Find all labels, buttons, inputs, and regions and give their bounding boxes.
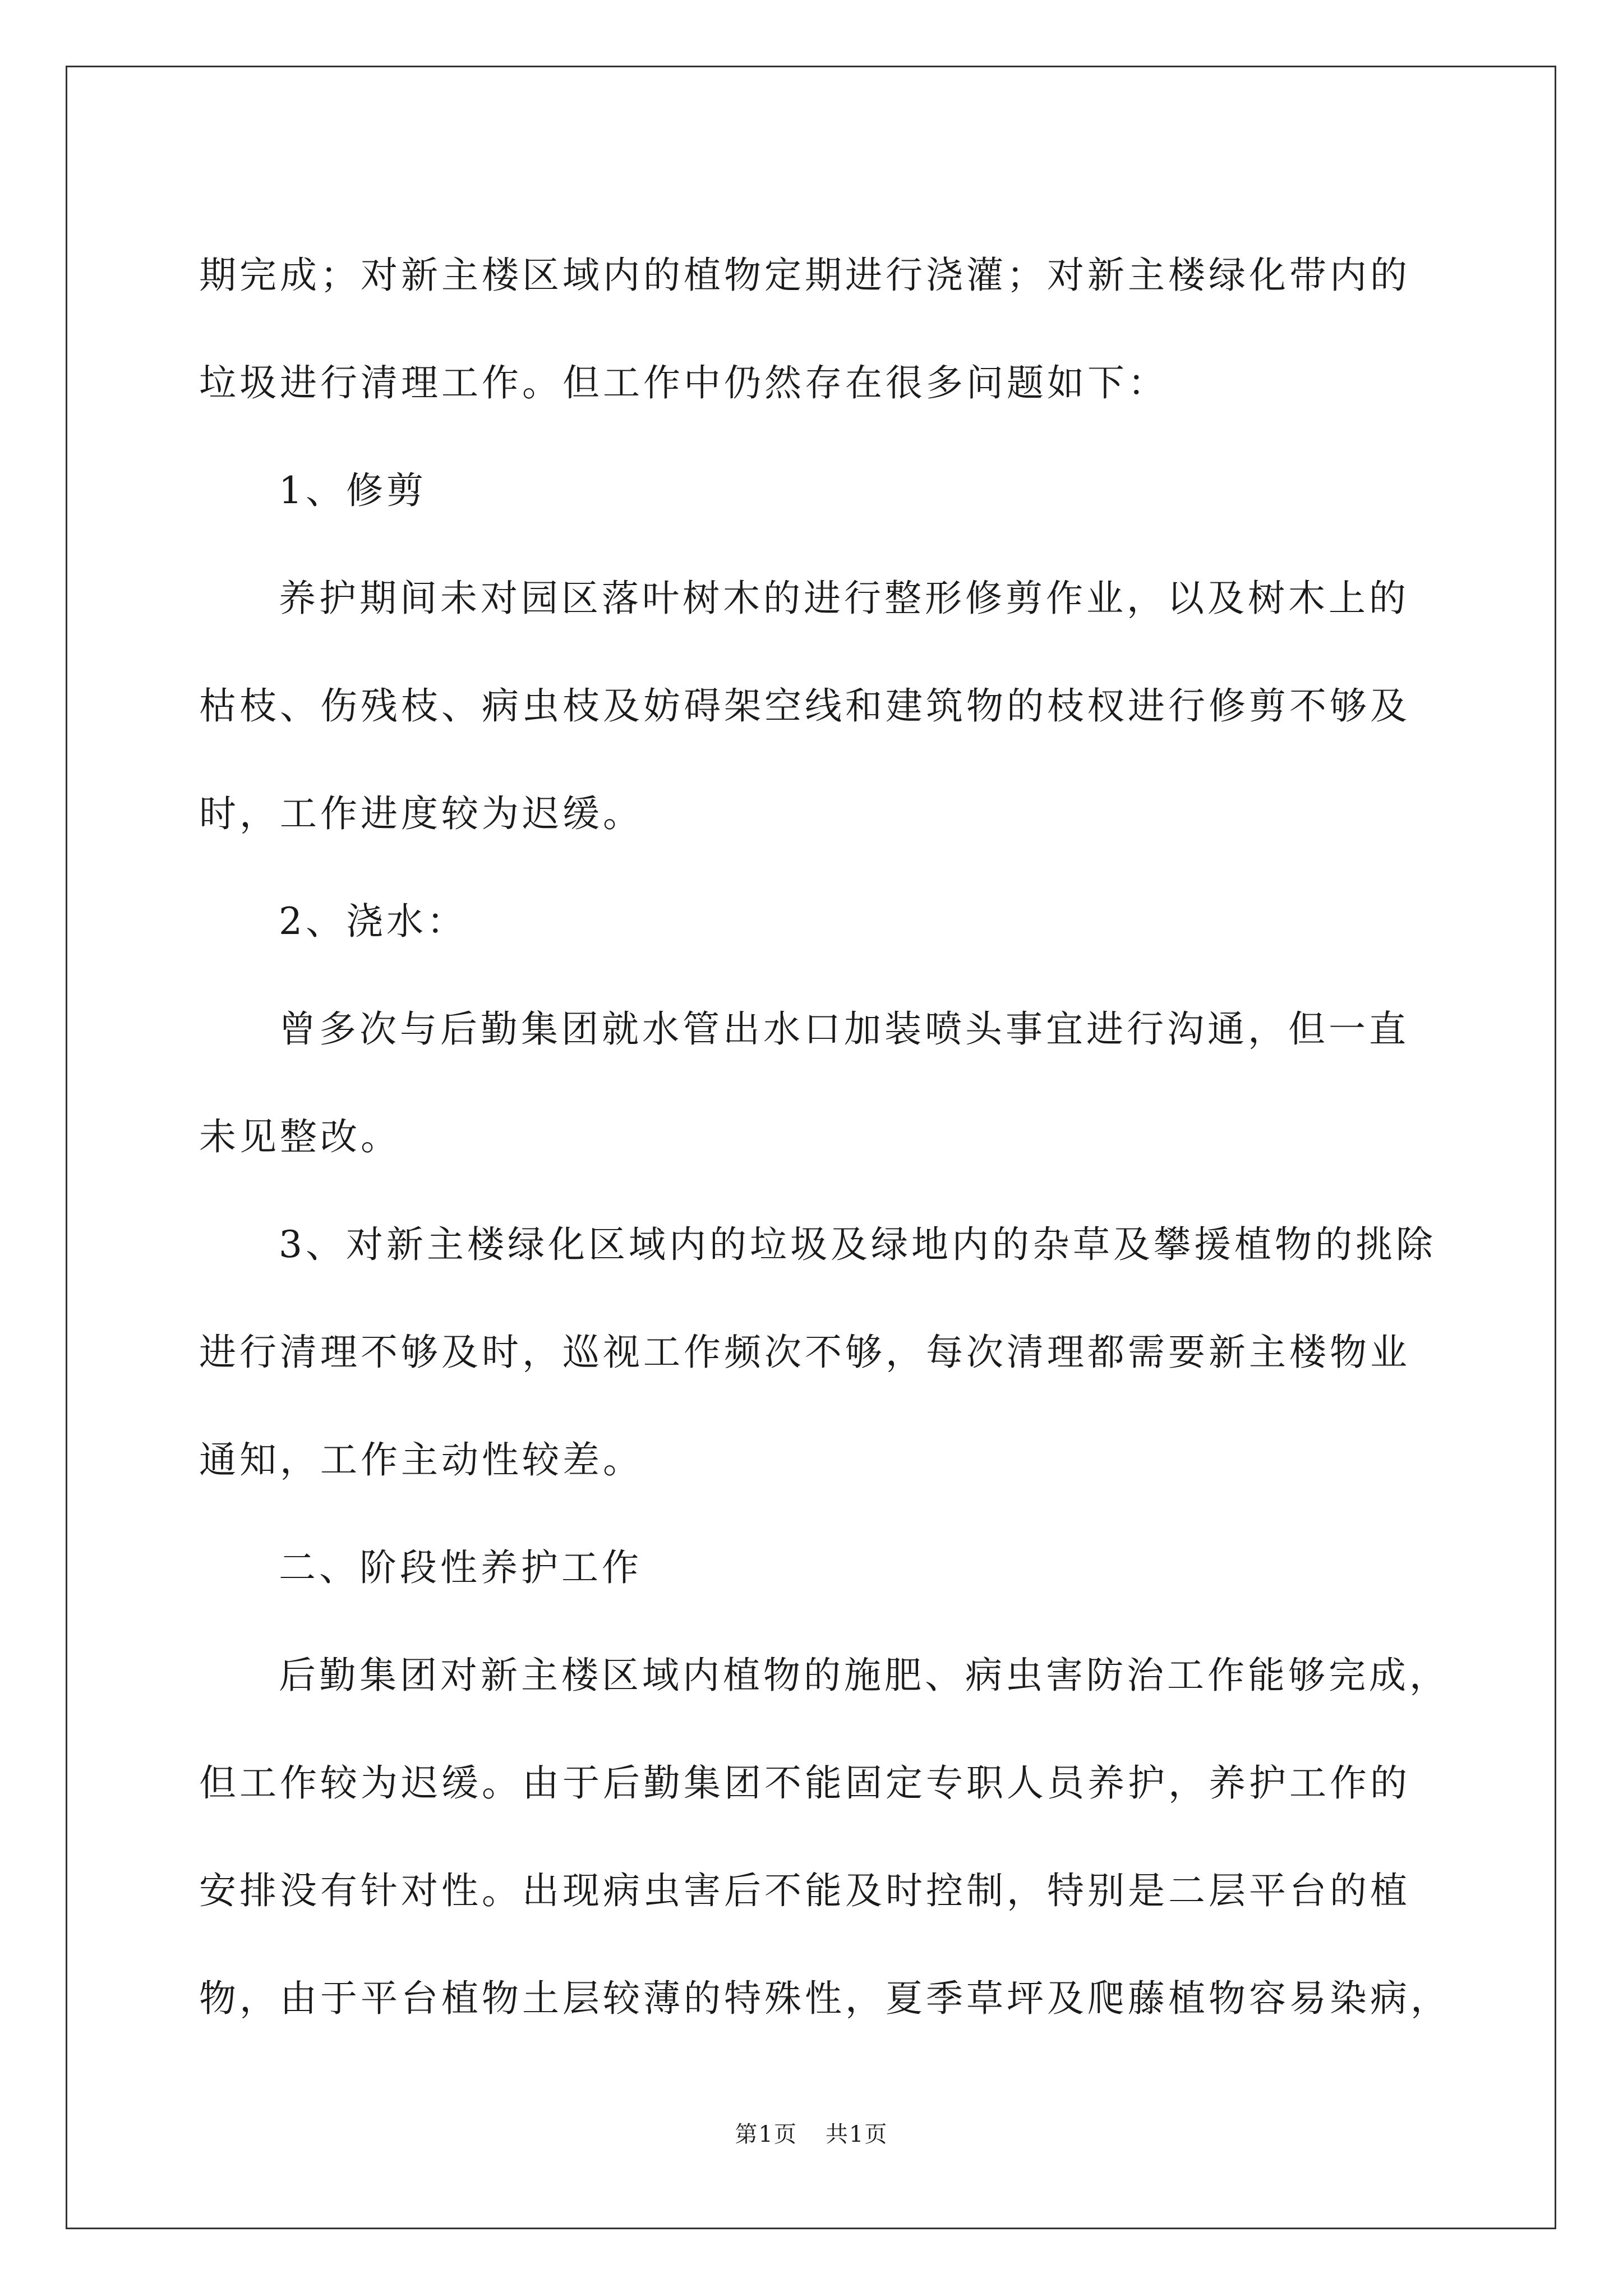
text-line: 通知，工作主动性较差。 [199,1438,643,1481]
text-line: 但工作较为迟缓。由于后勤集团不能固定专职人员养护，养护工作的 [199,1761,1410,1805]
page-number: 第1页 [735,2122,797,2147]
page-total: 共1页 [826,2122,888,2147]
text-line: 3、对新主楼绿化区域内的垃圾及绿地内的杂草及攀援植物的挑除 [279,1223,1436,1266]
text-line: 期完成；对新主楼区域内的植物定期进行浇灌；对新主楼绿化带内的 [199,254,1410,297]
text-line: 养护期间未对园区落叶树木的进行整形修剪作业，以及树木上的 [279,577,1409,620]
text-line: 时，工作进度较为迟缓。 [199,792,643,835]
text-line: 进行清理不够及时，巡视工作频次不够，每次清理都需要新主楼物业 [199,1331,1410,1374]
page-footer [0,2118,1623,2151]
section-heading: 1、修剪 [279,469,427,512]
text-line: 曾多次与后勤集团就水管出水口加装喷头事宜进行沟通，但一直 [279,1007,1409,1051]
text-line: 枯枝、伤残枝、病虫枝及妨碍架空线和建筑物的枝杈进行修剪不够及 [199,684,1410,728]
text-line: 安排没有针对性。出现病虫害后不能及时控制，特别是二层平台的植 [199,1869,1410,1912]
text-line: 物，由于平台植物土层较薄的特殊性，夏季草坪及爬藤植物容易染病， [199,1977,1451,2020]
section-heading: 二、阶段性养护工作 [279,1546,642,1589]
text-line: 未见整改。 [199,1115,401,1158]
document-body [199,222,1451,2053]
section-heading: 2、浇水： [279,900,467,943]
text-line: 后勤集团对新主楼区域内植物的施肥、病虫害防治工作能够完成， [279,1654,1450,1697]
text-line: 垃圾进行清理工作。但工作中仍然存在很多问题如下： [199,361,1168,404]
